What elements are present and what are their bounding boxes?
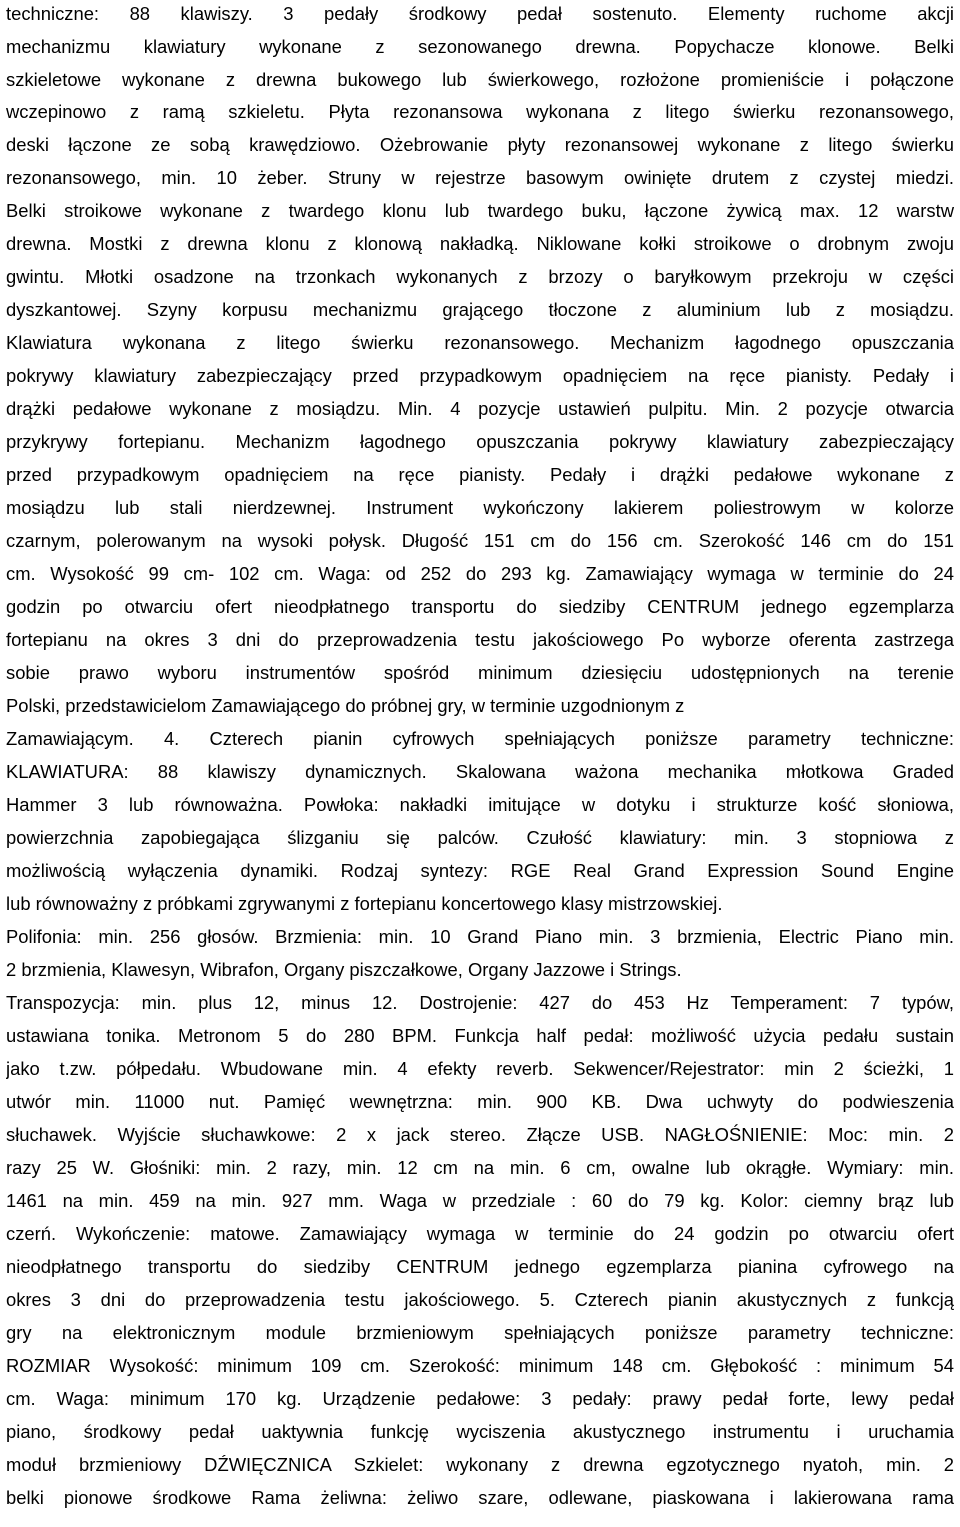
text-line: godzin po otwarciu ofert nieodpłatnego transportu do siedziby CENTRUM jednego egzemplarza	[6, 596, 954, 617]
text-line: utwór min. 11000 nut. Pamięć wewnętrzna: min. 900 KB. Dwa uchwyty do podwieszenia	[6, 1091, 954, 1112]
text-line: możliwością wyłączenia dynamiki. Rodzaj syntezy: RGE Real Grand Expression Sound Engine	[6, 860, 954, 881]
text-line: 1461 na min. 459 na min. 927 mm. Waga w przedziale : 60 do 79 kg. Kolor: ciemny brąz lub	[6, 1190, 954, 1211]
text-line: Polski, przedstawicielom Zamawiającego do próbnej gry, w terminie uzgodnionym z	[6, 695, 685, 716]
text-line: przykrywy fortepianu. Mechanizm łagodnego opuszczania pokrywy klawiatury zabezpieczający	[6, 431, 954, 452]
text-line: ustawiana tonika. Metronom 5 do 280 BPM. Funkcja half pedał: możliwość użycia pedału sustain	[6, 1025, 954, 1046]
text-line: wczepinowo z ramą szkieletu. Płyta rezonansowa wykonana z litego świerku rezonansowego,	[6, 101, 954, 122]
text-line: moduł brzmieniowy DŹWIĘCZNICA Szkielet: wykonany z drewna egzotycznego nyatoh, min. 2	[6, 1454, 954, 1475]
text-line: dyszkantowej. Szyny korpusu mechanizmu grającego tłoczone z aluminium lub z mosiądzu.	[6, 299, 954, 320]
text-line: Hammer 3 lub równoważna. Powłoka: nakładki imitujące w dotyku i strukturze kość słoniowa,	[6, 794, 954, 815]
text-line: Belki stroikowe wykonane z twardego klonu lub twardego buku, łączone żywicą max. 12 warstw	[6, 200, 954, 221]
text-line: belki pionowe środkowe Rama żeliwna: żeliwo szare, odlewane, piaskowana i lakierowana rama	[6, 1487, 954, 1508]
text-line: mechanizmu klawiatury wykonane z sezonowanego drewna. Popychacze klonowe. Belki	[6, 36, 954, 57]
text-line: piano, środkowy pedał uaktywnia funkcję wyciszenia akustycznego instrumentu i uruchamia	[6, 1421, 954, 1442]
text-line: czarnym, polerowanym na wysoki połysk. Długość 151 cm do 156 cm. Szerokość 146 cm do 151	[6, 530, 954, 551]
text-line: KLAWIATURA: 88 klawiszy dynamicznych. Skalowana ważona mechanika młotkowa Graded	[6, 761, 954, 782]
text-line: mosiądzu lub stali nierdzewnej. Instrument wykończony lakierem poliestrowym w kolorze	[6, 497, 954, 518]
text-line: lub równoważny z próbkami zgrywanymi z fortepianu koncertowego klasy mistrzowskiej.	[6, 893, 723, 914]
text-line: drążki pedałowe wykonane z mosiądzu. Min. 4 pozycje ustawień pulpitu. Min. 2 pozycje otwarcia	[6, 398, 954, 419]
text-line: Zamawiającym. 4. Czterech pianin cyfrowych spełniających poniższe parametry techniczne:	[6, 728, 954, 749]
text-line: fortepianu na okres 3 dni do przeprowadzenia testu jakościowego Po wyborze oferenta zastrzega	[6, 629, 954, 650]
text-line: nieodpłatnego transportu do siedziby CENTRUM jednego egzemplarza pianina cyfrowego na	[6, 1256, 954, 1277]
text-line: słuchawek. Wyjście słuchawkowe: 2 x jack stereo. Złącze USB. NAGŁOŚNIENIE: Moc: min. 2	[6, 1124, 954, 1145]
text-line: czerń. Wykończenie: matowe. Zamawiający wymaga w terminie do 24 godzin po otwarciu ofert	[6, 1223, 954, 1244]
text-line: Klawiatura wykonana z litego świerku rezonansowego. Mechanizm łagodnego opuszczania	[6, 332, 954, 353]
text-line: gry na elektronicznym module brzmieniowym spełniających poniższe parametry techniczne:	[6, 1322, 954, 1343]
text-line: Transpozycja: min. plus 12, minus 12. Dostrojenie: 427 do 453 Hz Temperament: 7 typów,	[6, 992, 954, 1013]
text-line: przed przypadkowym opadnięciem na ręce pianisty. Pedały i drążki pedałowe wykonane z	[6, 464, 954, 485]
text-line: Polifonia: min. 256 głosów. Brzmienia: min. 10 Grand Piano min. 3 brzmienia, Electric Piano min.	[6, 926, 954, 947]
text-line: cm. Waga: minimum 170 kg. Urządzenie pedałowe: 3 pedały: prawy pedał forte, lewy pedał	[6, 1388, 954, 1409]
text-line: deski łączone ze sobą krawędziowo. Ożebrowanie płyty rezonansowej wykonane z litego świerku	[6, 134, 954, 155]
text-line: rezonansowego, min. 10 żeber. Struny w rejestrze basowym owinięte drutem z czystej miedzi.	[6, 167, 954, 188]
text-line: drewna. Mostki z drewna klonu z klonową nakładką. Niklowane kołki stroikowe o drobnym zwoju	[6, 233, 954, 254]
text-line: okres 3 dni do przeprowadzenia testu jakościowego. 5. Czterech pianin akustycznych z funkcją	[6, 1289, 954, 1310]
text-line: jako t.zw. półpedału. Wbudowane min. 4 efekty reverb. Sekwencer/Rejestrator: min 2 ścieżki, 1	[6, 1058, 954, 1079]
text-line: ROZMIAR Wysokość: minimum 109 cm. Szerokość: minimum 148 cm. Głębokość : minimum 54	[6, 1355, 954, 1376]
text-line: powierzchnia zapobiegająca ślizganiu się palców. Czułość klawiatury: min. 3 stopniowa z	[6, 827, 954, 848]
text-line: szkieletowe wykonane z drewna bukowego lub świerkowego, rozłożone promieniście i połączone	[6, 69, 954, 90]
text-line: techniczne: 88 klawiszy. 3 pedały środkowy pedał sostenuto. Elementy ruchome akcji	[6, 3, 954, 24]
text-line: razy 25 W. Głośniki: min. 2 razy, min. 12 cm na min. 6 cm, owalne lub okrągłe. Wymiary: min.	[6, 1157, 954, 1178]
text-line: pokrywy klawiatury zabezpieczający przed przypadkowym opadnięciem na ręce pianisty. Pedały i	[6, 365, 954, 386]
text-line: gwintu. Młotki osadzone na trzonkach wykonanych z brzozy o baryłkowym przekroju w części	[6, 266, 954, 287]
text-line: 2 brzmienia, Klawesyn, Wibrafon, Organy piszczałkowe, Organy Jazzowe i Strings.	[6, 959, 682, 980]
text-line: cm. Wysokość 99 cm- 102 cm. Waga: od 252 do 293 kg. Zamawiający wymaga w terminie do 24	[6, 563, 954, 584]
text-line: sobie prawo wyboru instrumentów spośród minimum dziesięciu udostępnionych na terenie	[6, 662, 954, 683]
